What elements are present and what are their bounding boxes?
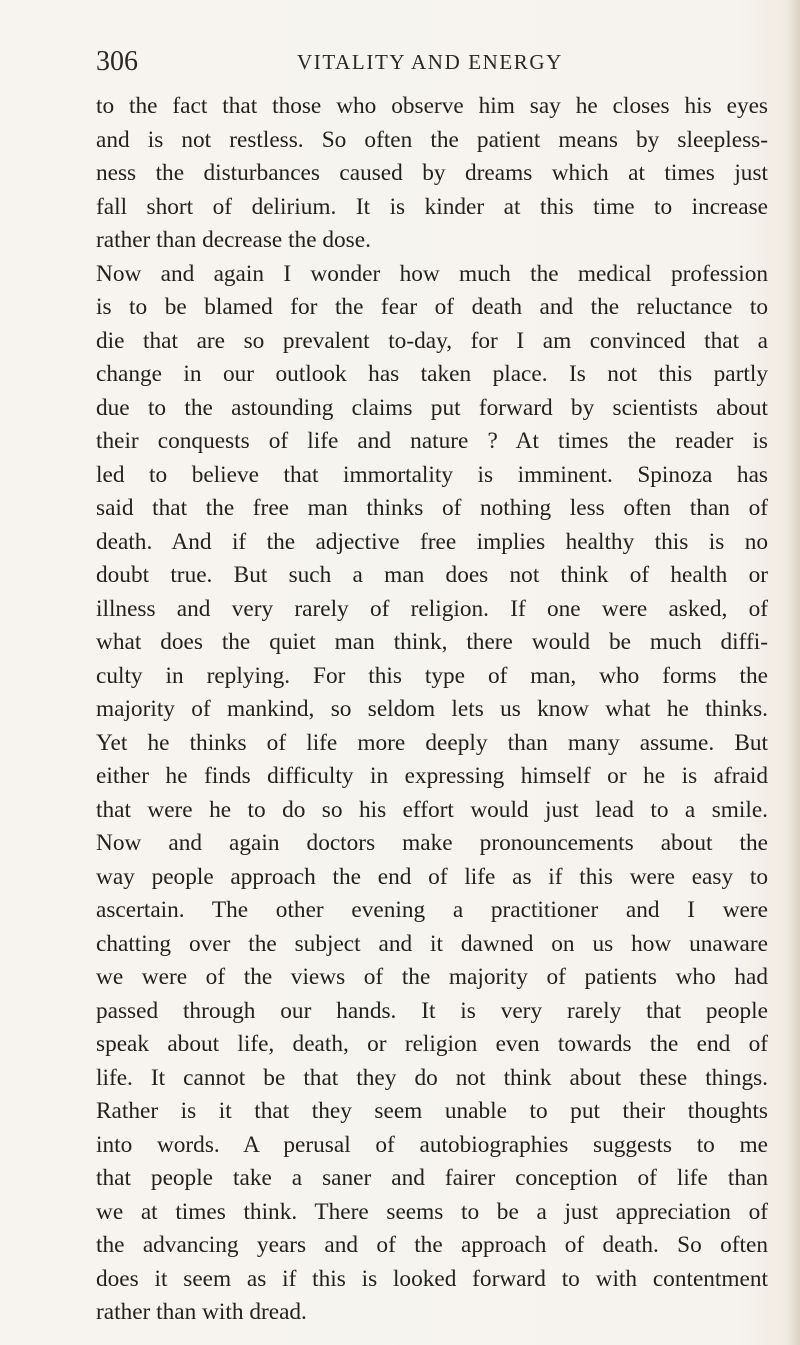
text-line: rather than decrease the dose. (96, 227, 371, 253)
text-line: rather than with dread. (96, 1299, 307, 1325)
text-line: we at times think. There seems to be a just appreciation of (96, 1198, 768, 1225)
text-line: what does the quiet man think, there would be much diffi- (96, 629, 768, 655)
text-line: Now and again I wonder how much the medical profession (96, 260, 768, 287)
text-line: Yet he thinks of life more deeply than many assume. But (96, 729, 768, 756)
text-line: that were he to do so his effort would just lead to a smile. (96, 796, 768, 823)
running-title: VITALITY AND ENERGY (297, 50, 563, 74)
page-edge-shadow (786, 0, 800, 1345)
text-line: due to the astounding claims put forward by scientists about (96, 394, 768, 421)
text-line: Rather is it that they seem unable to put their thoughts (96, 1098, 768, 1124)
text-line: death. And if the adjective free implies healthy this is no (96, 528, 768, 555)
text-line: illness and very rarely of religion. If one were asked, of (96, 595, 768, 622)
text-line: led to believe that immortality is imminent. Spinoza has (96, 461, 768, 488)
text-line: majority of mankind, so seldom lets us know what he thinks. (96, 696, 768, 722)
text-line: we were of the views of the majority of patients who had (96, 964, 768, 990)
running-head (96, 44, 764, 80)
text-line: either he finds difficulty in expressing himself or he is afraid (96, 763, 768, 789)
text-line: doubt true. But such a man does not think of health or (96, 562, 768, 588)
text-line: change in our outlook has taken place. Is not this partly (96, 361, 768, 387)
text-line: their conquests of life and nature ? At times the reader is (96, 428, 768, 454)
text-line: fall short of delirium. It is kinder at this time to increase (96, 193, 768, 220)
text-line: die that are so prevalent to-day, for I am convinced that a (96, 327, 768, 354)
body-text (96, 90, 768, 1330)
text-line: the advancing years and of the approach of death. So often (96, 1232, 768, 1258)
text-line: into words. A perusal of autobiographies suggests to me (96, 1131, 768, 1158)
text-line: said that the free man thinks of nothing less often than of (96, 495, 768, 521)
text-line: to the fact that those who observe him say he closes his eyes (96, 93, 768, 119)
text-line: is to be blamed for the fear of death and the reluctance to (96, 294, 768, 320)
text-line: life. It cannot be that they do not think about these things. (96, 1064, 768, 1091)
page-number: 306 (96, 46, 138, 77)
text-line: Now and again doctors make pronouncements about the (96, 830, 768, 856)
text-line: and is not restless. So often the patient means by sleepless- (96, 126, 768, 153)
text-line: way people approach the end of life as if this were easy to (96, 863, 768, 890)
text-line: ness the disturbances caused by dreams which at times just (96, 160, 768, 186)
text-line: does it seem as if this is looked forward to with contentment (96, 1265, 768, 1292)
text-line: that people take a saner and fairer conception of life than (96, 1165, 768, 1191)
text-line: culty in replying. For this type of man, who forms the (96, 662, 768, 689)
text-line: speak about life, death, or religion even towards the end of (96, 1031, 768, 1057)
text-line: passed through our hands. It is very rarely that people (96, 997, 768, 1024)
text-line: chatting over the subject and it dawned on us how unaware (96, 930, 768, 957)
text-line: ascertain. The other evening a practitioner and I were (96, 897, 768, 923)
